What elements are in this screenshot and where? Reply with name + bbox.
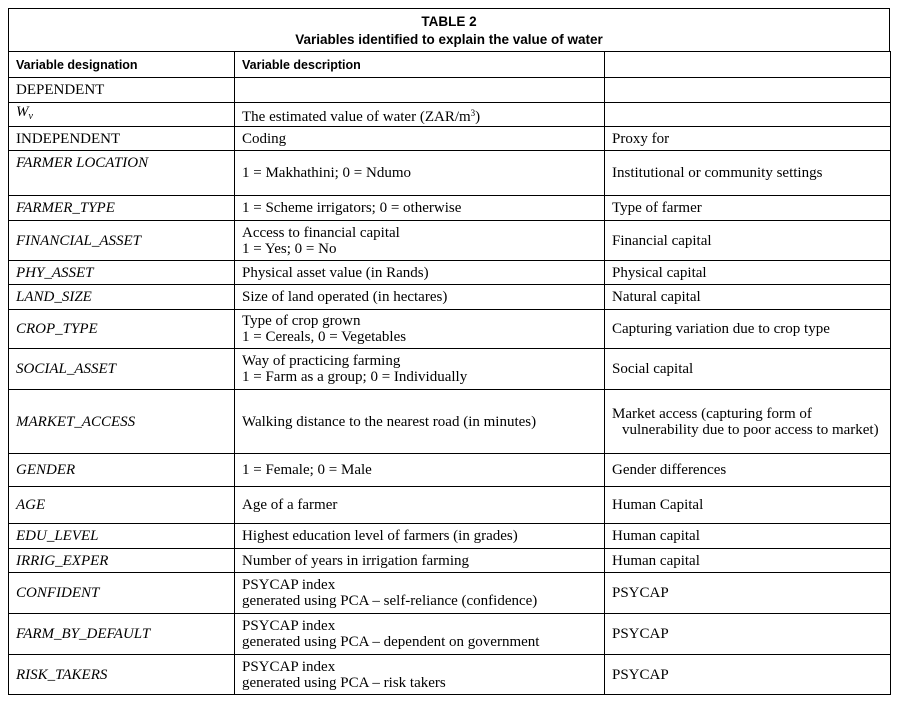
description-line: generated using PCA – risk takers [242,674,446,691]
empty-cell [605,103,891,127]
table-row [9,285,891,310]
description-line: generated using PCA – self-reliance (confidence) [242,593,538,609]
variable-subscript: v [28,111,33,122]
variable-proxy: Gender differences [605,454,891,487]
variable-name: SOCIAL_ASSET [9,349,235,390]
column-label-coding: Coding [235,127,605,151]
variable-name: FARMER_TYPE [9,196,235,221]
variable-name: CONFIDENT [9,573,235,614]
variable-proxy: Natural capital [605,285,891,310]
description-line: PSYCAP index [242,658,336,675]
header-variable-description: Variable description [235,52,605,78]
variables-table [8,51,891,695]
table-caption [8,8,890,51]
description-line: generated using PCA – dependent on government [242,634,540,650]
variable-description: Age of a farmer [235,487,605,524]
variable-description [235,221,605,261]
section-label-independent: INDEPENDENT [9,127,235,151]
table-row [9,261,891,285]
table-row [9,310,891,349]
variable-proxy: PSYCAP [605,573,891,614]
description-line: PSYCAP index [242,618,336,634]
variable-name: AGE [9,487,235,524]
variable-name: FARMER LOCATION [9,151,235,196]
variable-description: 1 = Female; 0 = Male [235,454,605,487]
description-line: PSYCAP index [242,577,336,593]
variable-name: EDU_LEVEL [9,524,235,549]
variable-description: 1 = Scheme irrigators; 0 = otherwise [235,196,605,221]
variable-proxy: Financial capital [605,221,891,261]
table-row [9,655,891,695]
variable-name: IRRIG_EXPER [9,549,235,573]
variable-proxy: PSYCAP [605,655,891,695]
variable-description: Highest education level of farmers (in grades) [235,524,605,549]
table-row [9,549,891,573]
variable-name: LAND_SIZE [9,285,235,310]
variable-name [9,103,235,127]
table-row [9,454,891,487]
variable-proxy: Human capital [605,524,891,549]
variable-description [235,349,605,390]
proxy-text: Market access (capturing form of vulnerability due to poor access to market) [612,405,879,438]
table-row [9,221,891,261]
variable-description: Physical asset value (in Rands) [235,261,605,285]
description-line: 1 = Yes; 0 = No [242,240,337,257]
description-line: Way of practicing farming [242,353,401,369]
variable-proxy: Social capital [605,349,891,390]
table-row [9,573,891,614]
variable-description: Size of land operated (in hectares) [235,285,605,310]
variable-description: Number of years in irrigation farming [235,549,605,573]
description-line: Type of crop grown [242,313,361,329]
table-row [9,196,891,221]
variable-name: GENDER [9,454,235,487]
variable-proxy [605,390,891,454]
description-text: The estimated value of water (ZAR/m [242,108,471,125]
variable-proxy: Human Capital [605,487,891,524]
description-superscript: 3 [470,107,476,118]
variable-proxy: Human capital [605,549,891,573]
table-row [9,524,891,549]
table-row [9,127,891,151]
variable-name: PHY_ASSET [9,261,235,285]
variable-description [235,310,605,349]
variable-description [235,655,605,695]
variable-description [235,103,605,127]
variable-description [235,573,605,614]
description-text-end: ) [475,108,481,125]
variable-description: Walking distance to the nearest road (in minutes) [235,390,605,454]
variable-proxy: Type of farmer [605,196,891,221]
variable-name: RISK_TAKERS [9,655,235,695]
variable-description [235,614,605,655]
table-row [9,614,891,655]
table-row [9,151,891,196]
section-label-dependent: DEPENDENT [9,78,235,103]
table-row [9,390,891,454]
variable-proxy: Capturing variation due to crop type [605,310,891,349]
variable-name: CROP_TYPE [9,310,235,349]
header-variable-designation: Variable designation [9,52,235,78]
description-line: Access to financial capital [242,224,400,241]
variable-proxy: PSYCAP [605,614,891,655]
column-label-proxy: Proxy for [605,127,891,151]
table-title: Variables identified to explain the value of water [295,32,603,47]
table-label: TABLE 2 [421,14,477,29]
description-line: 1 = Cereals, 0 = Vegetables [242,329,407,345]
table-row [9,103,891,127]
header-row [9,52,891,78]
variable-name: FINANCIAL_ASSET [9,221,235,261]
variable-description: 1 = Makhathini; 0 = Ndumo [235,151,605,196]
empty-cell [235,78,605,103]
table-row [9,349,891,390]
variable-name: MARKET_ACCESS [9,390,235,454]
variable-proxy: Physical capital [605,261,891,285]
variable-letter: W [16,104,29,120]
table-row [9,487,891,524]
description-line: 1 = Farm as a group; 0 = Individually [242,369,468,385]
header-proxy [605,52,891,78]
table-row [9,78,891,103]
table-container [8,8,890,695]
variable-name: FARM_BY_DEFAULT [9,614,235,655]
variable-proxy: Institutional or community settings [605,151,891,196]
empty-cell [605,78,891,103]
